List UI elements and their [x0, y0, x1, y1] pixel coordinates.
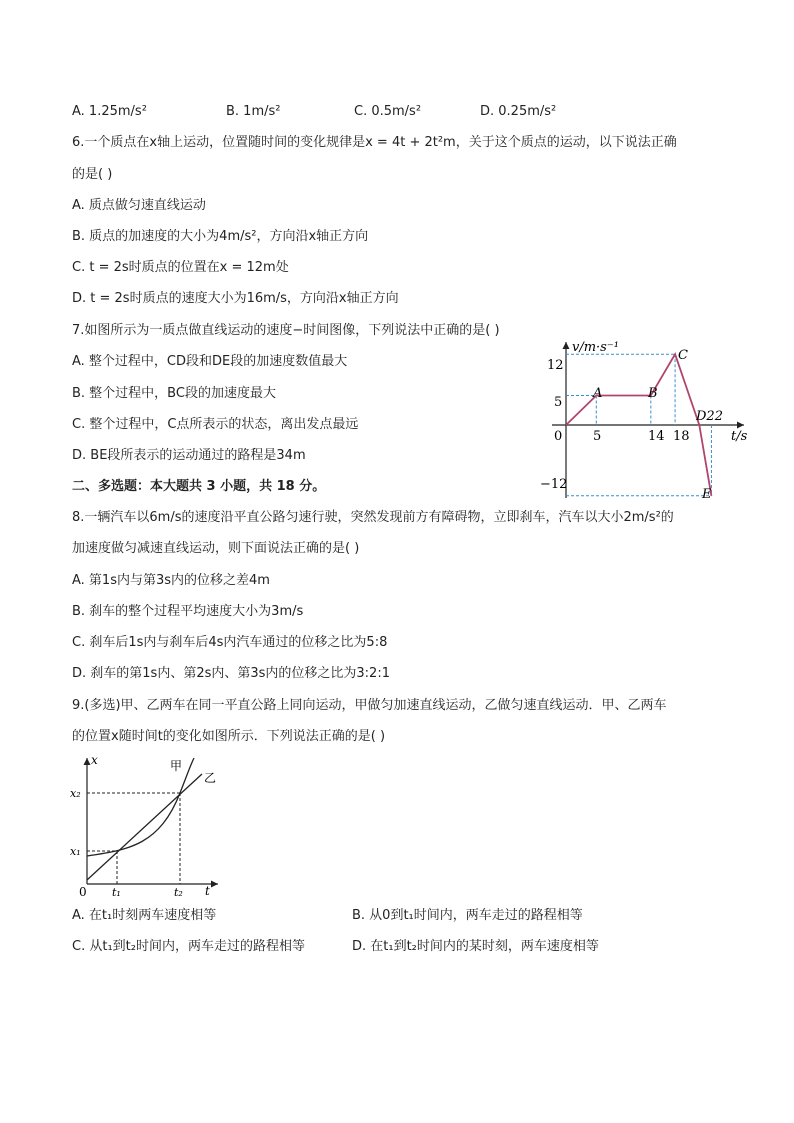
- section2-title: 二、多选题：本大题共 3 小题，共 18 分。: [72, 479, 326, 494]
- xt-xtick-t1: t₁: [112, 886, 121, 899]
- q7-option-b: B. 整个过程中，BC段的加速度最大: [72, 386, 276, 401]
- q7-option-c: C. 整个过程中，C点所表示的状态，离出发点最远: [72, 417, 359, 432]
- q6-option-a: A. 质点做匀速直线运动: [72, 198, 206, 213]
- q6-stem-line1: 6.一个质点在x轴上运动，位置随时间的变化规律是x = 4t + 2t²m，关于这个质点的运动，以下说法正确: [72, 135, 677, 150]
- xt-ytick-x1: x₁: [70, 845, 81, 858]
- vt-origin: 0: [554, 429, 563, 444]
- q7-stem: 7.如图所示为一质点做直线运动的速度−时间图像，下列说法中正确的是( ): [72, 323, 500, 338]
- vt-xtick-18: 18: [673, 429, 690, 444]
- xt-origin: 0: [79, 885, 87, 899]
- q5-option-a: A. 1.25m/s²: [72, 104, 147, 119]
- vt-y-label: v/m·s⁻¹: [572, 340, 619, 355]
- vt-xtick-5: 5: [593, 429, 602, 444]
- q8-stem-line2: 加速度做匀减速直线运动，则下面说法正确的是( ): [72, 541, 360, 556]
- q7-option-a: A. 整个过程中，CD段和DE段的加速度数值最大: [72, 354, 348, 369]
- q9-option-b: B. 从0到t₁时间内，两车走过的路程相等: [352, 908, 583, 923]
- vt-ytick-12: 12: [547, 358, 564, 373]
- q8-option-a: A. 第1s内与第3s内的位移之差4m: [72, 573, 270, 588]
- vt-point-b: B: [648, 386, 658, 401]
- q8-stem-line1: 8.一辆汽车以6m/s的速度沿平直公路匀速行驶，突然发现前方有障碍物，立即刹车，汽车以大小2m/s²的: [72, 510, 674, 525]
- q7-option-d: D. BE段所表示的运动通过的路程是34m: [72, 448, 306, 463]
- q9-stem-line1: 9.(多选)甲、乙两车在同一平直公路上同向运动，甲做匀加速直线运动，乙做匀速直线运动．甲、乙两车: [72, 698, 667, 713]
- xt-graph: [70, 752, 230, 900]
- vt-point-d: D22: [696, 409, 723, 424]
- xt-xtick-t2: t₂: [174, 886, 183, 899]
- vt-point-e: E: [702, 487, 712, 502]
- q5-option-d: D. 0.25m/s²: [480, 104, 557, 119]
- vt-point-a: A: [593, 386, 603, 401]
- vt-ytick-neg12: −12: [540, 477, 568, 492]
- q9-option-c: C. 从t₁到t₂时间内，两车走过的路程相等: [72, 939, 305, 954]
- q9-option-a: A. 在t₁时刻两车速度相等: [72, 908, 217, 923]
- q9-option-d: D. 在t₁到t₂时间内的某时刻，两车速度相等: [352, 939, 599, 954]
- xt-label-yi: 乙: [204, 771, 217, 785]
- q6-stem-line2: 的是( ): [72, 167, 113, 182]
- q9-stem-line2: 的位置x随时间t的变化如图所示．下列说法正确的是( ): [72, 729, 386, 744]
- xt-x-label: t: [205, 884, 210, 898]
- vt-x-label: t/s: [731, 429, 748, 444]
- q8-option-d: D. 刹车的第1s内、第2s内、第3s内的位移之比为3:2:1: [72, 666, 390, 681]
- q6-option-b: B. 质点的加速度的大小为4m/s²，方向沿x轴正方向: [72, 229, 369, 244]
- q8-option-c: C. 刹车后1s内与刹车后4s内汽车通过的位移之比为5:8: [72, 635, 388, 650]
- q8-option-b: B. 刹车的整个过程平均速度大小为3m/s: [72, 604, 304, 619]
- q5-option-c: C. 0.5m/s²: [354, 104, 422, 119]
- xt-ytick-x2: x₂: [70, 787, 81, 800]
- q6-option-d: D. t = 2s时质点的速度大小为16m/s，方向沿x轴正方向: [72, 291, 399, 306]
- vt-point-c: C: [678, 348, 688, 363]
- xt-label-jia: 甲: [170, 759, 183, 773]
- xt-y-label: x: [91, 753, 98, 767]
- q5-option-b: B. 1m/s²: [226, 104, 281, 119]
- vt-xtick-14: 14: [648, 429, 665, 444]
- vt-graph: [536, 336, 756, 506]
- vt-ytick-5: 5: [554, 395, 563, 410]
- q6-option-c: C. t = 2s时质点的位置在x = 12m处: [72, 260, 289, 275]
- xt-line-yi: [87, 774, 202, 880]
